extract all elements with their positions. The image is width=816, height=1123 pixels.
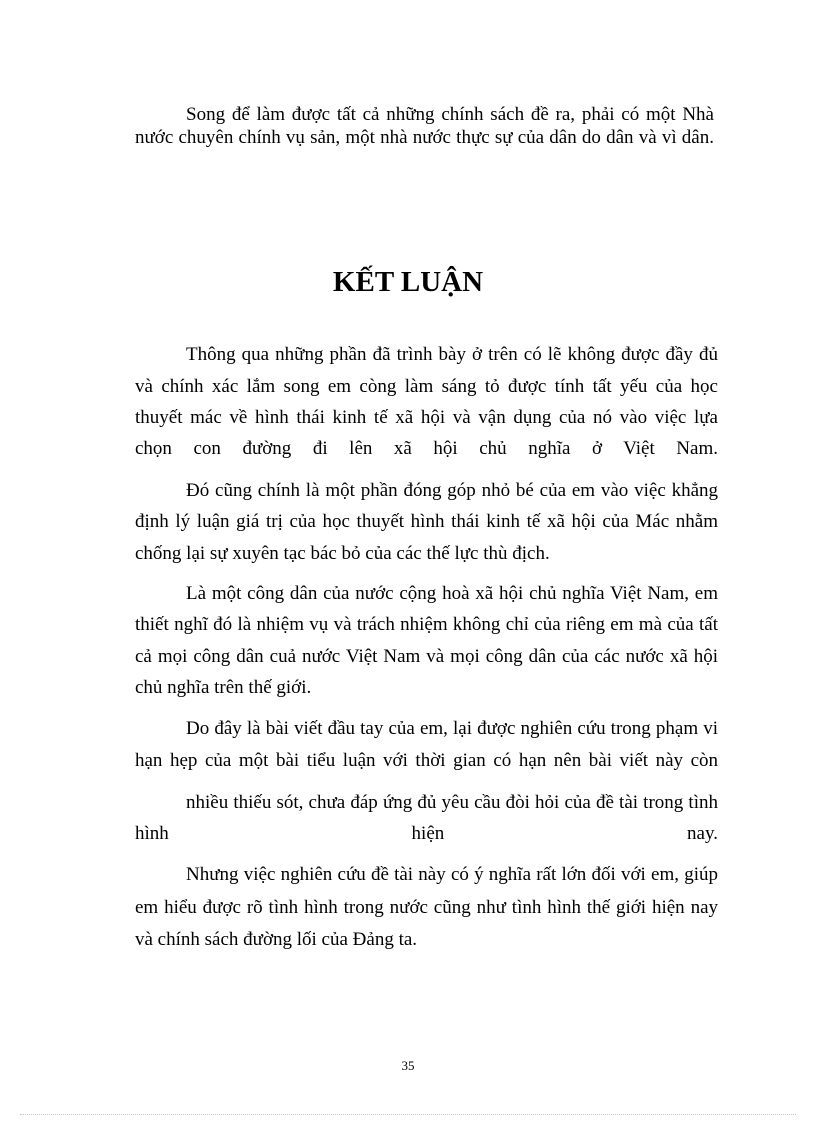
paragraph-line: nhiều thiếu sót, chưa đáp ứng đủ yêu cầu đòi hỏi của đề tài trong tình [186, 792, 718, 813]
page-number: 35 [401, 1058, 415, 1073]
paragraph-line: hình hiện nay. [135, 823, 718, 844]
paragraph-line: thuyết mác về hình thái kinh tế xã hội và vận dụng của nó vào việc lựa [135, 407, 718, 428]
paragraph-line: và chính xác lắm song em còng làm sáng tỏ được tính tất yếu của học [135, 376, 718, 397]
paragraph-line: định lý luận giá trị của học thuyết hình thái kinh tế xã hội của Mác nhằm [135, 511, 718, 532]
paragraph-line: chọn con đường đi lên xã hội chủ nghĩa ở Việt Nam. [135, 438, 718, 459]
section-heading: KẾT LUẬN [332, 266, 484, 298]
paragraph-line: thiết nghĩ đó là nhiệm vụ và trách nhiệm không chỉ của riêng em mà của tất [135, 614, 718, 635]
paragraph-line: Thông qua những phần đã trình bày ở trên có lẽ không được đầy đủ [186, 344, 718, 365]
paragraph-line: Là một công dân của nước cộng hoà xã hội chủ nghĩa Việt Nam, em [186, 583, 718, 604]
paragraph-line: cả mọi công dân cuả nước Việt Nam và mọi công dân của các nước xã hội [135, 646, 718, 667]
paragraph-line: hạn hẹp của một bài tiểu luận với thời gian có hạn nên bài viết này còn [135, 750, 718, 771]
paragraph-line: Nhưng việc nghiên cứu đề tài này có ý nghĩa rất lớn đối với em, giúp [186, 864, 718, 885]
paragraph-line: Đó cũng chính là một phần đóng góp nhỏ bé của em vào việc khẳng [186, 480, 718, 501]
intro-line: nước chuyên chính vụ sản, một nhà nước thực sự của dân do dân và vì dân. [135, 127, 714, 148]
paragraph-line: em hiểu được rõ tình hình trong nước cũng như tình hình thế giới hiện nay [135, 897, 718, 918]
paragraph-line: chống lại sự xuyên tạc bác bỏ của các thế lực thù địch. [135, 543, 550, 564]
page-bottom-border [20, 1114, 796, 1115]
paragraph-line: và chính sách đường lối của Đảng ta. [135, 929, 418, 950]
paragraph-line: chủ nghĩa trên thế giới. [135, 677, 312, 698]
paragraph-line: Do đây là bài viết đầu tay của em, lại được nghiên cứu trong phạm vi [186, 718, 718, 739]
intro-line: Song để làm được tất cả những chính sách đề ra, phải có một Nhà [186, 104, 714, 125]
